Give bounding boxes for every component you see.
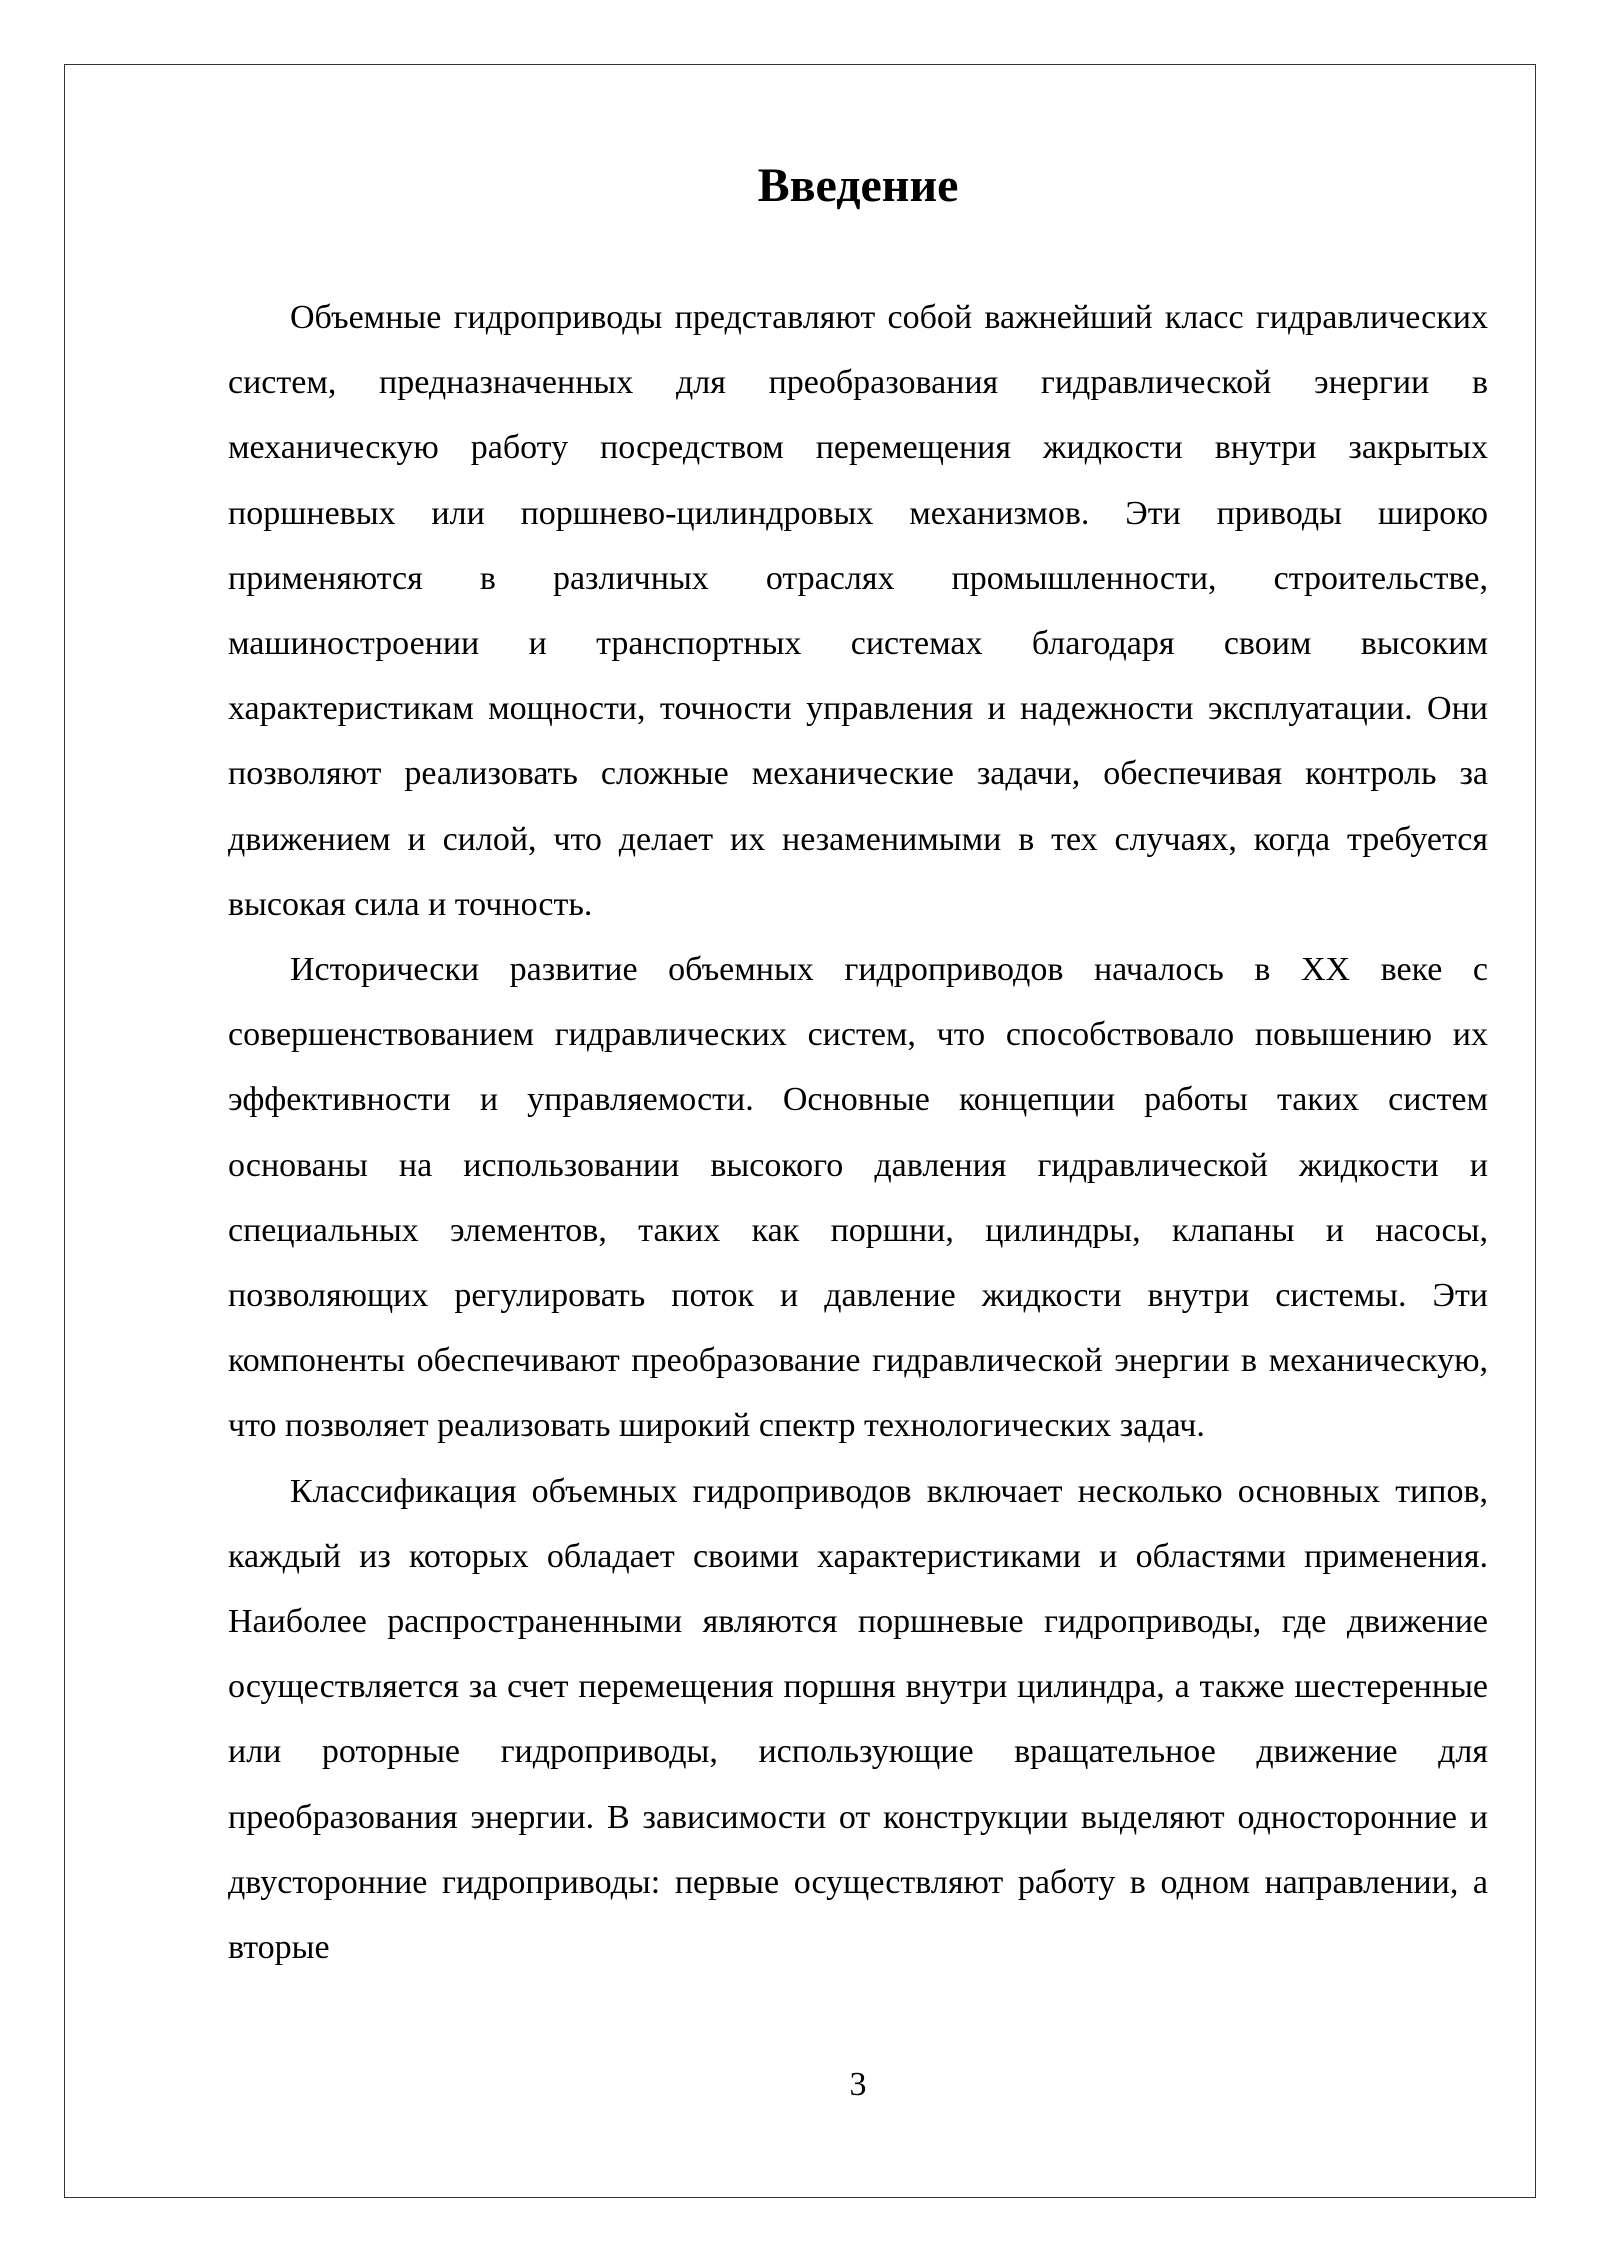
paragraph-1: Объемные гидроприводы представляют собой важнейший класс гидравлических систем, предназначенных для преобразования гидравлической энергии в механическую работу посредством перемещения жидкости внутри закрытых поршневых или поршнево-цилиндровых механизмов. Эти приводы широко применяются в различных отраслях промышленности, строительстве, машиностроении и транспортных системах благодаря своим высоким характеристикам мощности, точности управления и надежности эксплуатации. Они позволяют реализовать сложные механические задачи, обеспечивая контроль за движением и силой, что делает их незаменимыми в тех случаях, когда требуется высокая сила и точность. [228,299,1488,923]
paragraph-2: Исторически развитие объемных гидроприводов началось в XX веке с совершенствованием гидравлических систем, что способствовало повышению их эффективности и управляемости. Основные концепции работы таких систем основаны на использовании высокого давления гидравлической жидкости и специальных элементов, таких как поршни, цилиндры, клапаны и насосы, позволяющих регулировать поток и давление жидкости внутри системы. Эти компоненты обеспечивают преобразование гидравлической энергии в механическую, что позволяет реализовать широкий спектр технологических задач. [228,951,1488,1445]
body-text [228,285,1488,1980]
page-number: 3 [849,2066,867,2103]
page-title: Введение [757,159,959,212]
paragraph-3: Классификация объемных гидроприводов включает несколько основных типов, каждый из которых обладает своими характеристиками и областями применения. Наиболее распространенными являются поршневые гидроприводы, где движение осуществляется за счет перемещения поршня внутри цилиндра, а также шестеренные или роторные гидроприводы, использующие вращательное движение для преобразования энергии. В зависимости от конструкции выделяют односторонние и двусторонние гидроприводы: первые осуществляют работу в одном направлении, а вторые [228,1472,1488,1967]
